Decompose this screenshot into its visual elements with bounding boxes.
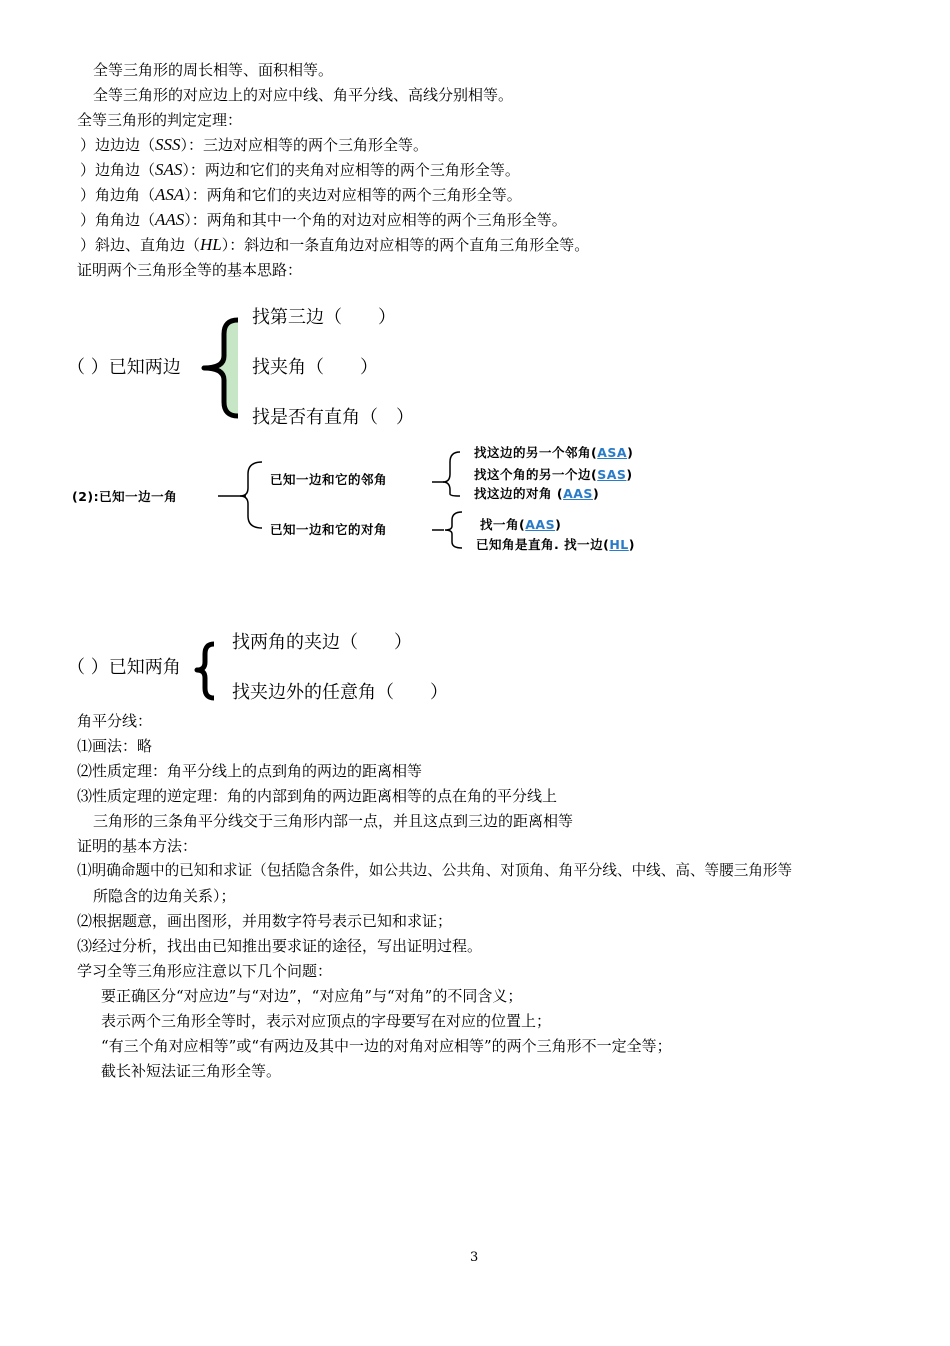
text-line: 全等三角形的判定定理： <box>77 111 243 129</box>
theorem-text: ）：两边和它们的夹角对应相等的两个三角形全等。 <box>182 161 520 179</box>
text-line: ⑶经过分析，找出由已知推出要求证的途径，写出证明过程。 <box>77 937 483 955</box>
theorem-abbr: ASA <box>155 185 185 204</box>
item-text: 找这边的对角 ( <box>474 486 564 501</box>
diagram2-branch: 已知一边和它的邻角 <box>270 472 388 487</box>
brace-icon <box>240 462 262 528</box>
item-close: ) <box>628 537 635 552</box>
item-close: ) <box>555 517 562 532</box>
text-line: 证明两个三角形全等的基本思路： <box>77 261 303 279</box>
theorem-prefix: ）角边角（ <box>80 186 156 204</box>
text-line: 全等三角形的周长相等、面积相等。 <box>93 61 334 79</box>
text-line: 全等三角形的对应边上的对应中线、角平分线、高线分别相等。 <box>93 86 514 104</box>
item-text: 找这个角的另一个边( <box>474 467 598 482</box>
text-line: 三角形的三条角平分线交于三角形内部一点，并且这点到三边的距离相等 <box>93 812 574 830</box>
text-line: 所隐含的边角关系）； <box>93 887 236 905</box>
diagram3-item: 找两角的夹边（ ） <box>232 632 412 653</box>
theorem-abbr: AAS <box>155 210 185 229</box>
theorem-abbr: HL <box>200 235 222 254</box>
text-line: ⑵性质定理：角平分线上的点到角的两边的距离相等 <box>77 762 423 780</box>
theorem-link[interactable]: AAS <box>525 517 556 532</box>
text-line: ⑶性质定理的逆定理：角的内部到角的两边距离相等的点在角的平分线上 <box>77 787 558 805</box>
item-close: ) <box>627 445 634 460</box>
theorem-link[interactable]: ASA <box>597 445 628 460</box>
diagram2-item <box>474 465 633 483</box>
theorem-prefix: ）边角边（ <box>80 161 156 179</box>
diagram2-item <box>480 515 561 533</box>
text-line: ⑴明确命题中的已知和求证（包括隐含条件，如公共边、公共角、对顶角、角平分线、中线、高、等腰三角形等 <box>77 862 793 879</box>
brace-icon <box>197 644 214 698</box>
item-text: 已知角是直角. 找一边( <box>476 537 610 552</box>
text-line: 截长补短法证三角形全等。 <box>101 1062 282 1080</box>
diagram2-item <box>476 535 635 553</box>
page-number: 3 <box>470 1250 479 1265</box>
theorem-text: ）：两角和其中一个角的对边对应相等的两个三角形全等。 <box>184 211 567 229</box>
theorem-prefix: ）边边边（ <box>80 136 156 154</box>
item-text: 找一角( <box>480 517 526 532</box>
diagram1-item: 找是否有直角（ ） <box>252 407 414 428</box>
item-close: ) <box>626 467 633 482</box>
theorem-abbr: SAS <box>155 160 183 179</box>
theorem-text: ）：三边对应相等的两个三角形全等。 <box>180 136 429 154</box>
brace-icon <box>443 452 460 496</box>
text-line: 要正确区分“对应边”与“对边”，“对应角”与“对角”的不同含义； <box>101 987 523 1005</box>
diagram3-item: 找夹边外的任意角（ ） <box>232 682 448 703</box>
theorem-prefix: ）斜边、直角边（ <box>80 236 201 254</box>
theorem-abbr: SSS <box>155 135 181 154</box>
section-title: 角平分线： <box>77 712 153 730</box>
diagram2-item <box>474 443 633 461</box>
item-close: ) <box>592 486 600 501</box>
diagram2-branch: 已知一边和它的对角 <box>270 522 388 537</box>
theorem-link[interactable]: AAS <box>563 486 593 501</box>
text-line: 表示两个三角形全等时，表示对应顶点的字母要写在对应的位置上； <box>101 1012 552 1030</box>
theorem-link[interactable]: SAS <box>597 467 627 482</box>
diagram1-item: 找第三边（ ） <box>252 307 396 328</box>
theorem-prefix: ）角角边（ <box>80 211 156 229</box>
brace-icon <box>445 512 462 548</box>
item-text: 找这边的另一个邻角( <box>474 445 598 460</box>
theorem-text: ）：斜边和一条直角边对应相等的两个直角三角形全等。 <box>221 236 590 254</box>
diagram1-root: （ ）已知两边 <box>67 357 181 378</box>
section-title: 证明的基本方法： <box>77 837 198 855</box>
text-line: ⑵根据题意，画出图形，并用数字符号表示已知和求证； <box>77 912 453 930</box>
diagram2-item <box>474 484 599 502</box>
text-line: “有三个角对应相等”或“有两边及其中一边的对角对应相等”的两个三角形不一定全等； <box>101 1037 672 1055</box>
theorem-text: ）：两角和它们的夹边对应相等的两个三角形全等。 <box>184 186 522 204</box>
text-line: ⑴画法：略 <box>77 737 153 755</box>
section-title: 学习全等三角形应注意以下几个问题： <box>77 962 333 980</box>
theorem-link[interactable]: HL <box>609 537 629 552</box>
diagram3-root: （ ）已知两角 <box>67 657 181 678</box>
diagram1-item: 找夹角（ ） <box>252 357 378 378</box>
diagram2-root: (2):已知一边一角 <box>72 489 178 504</box>
